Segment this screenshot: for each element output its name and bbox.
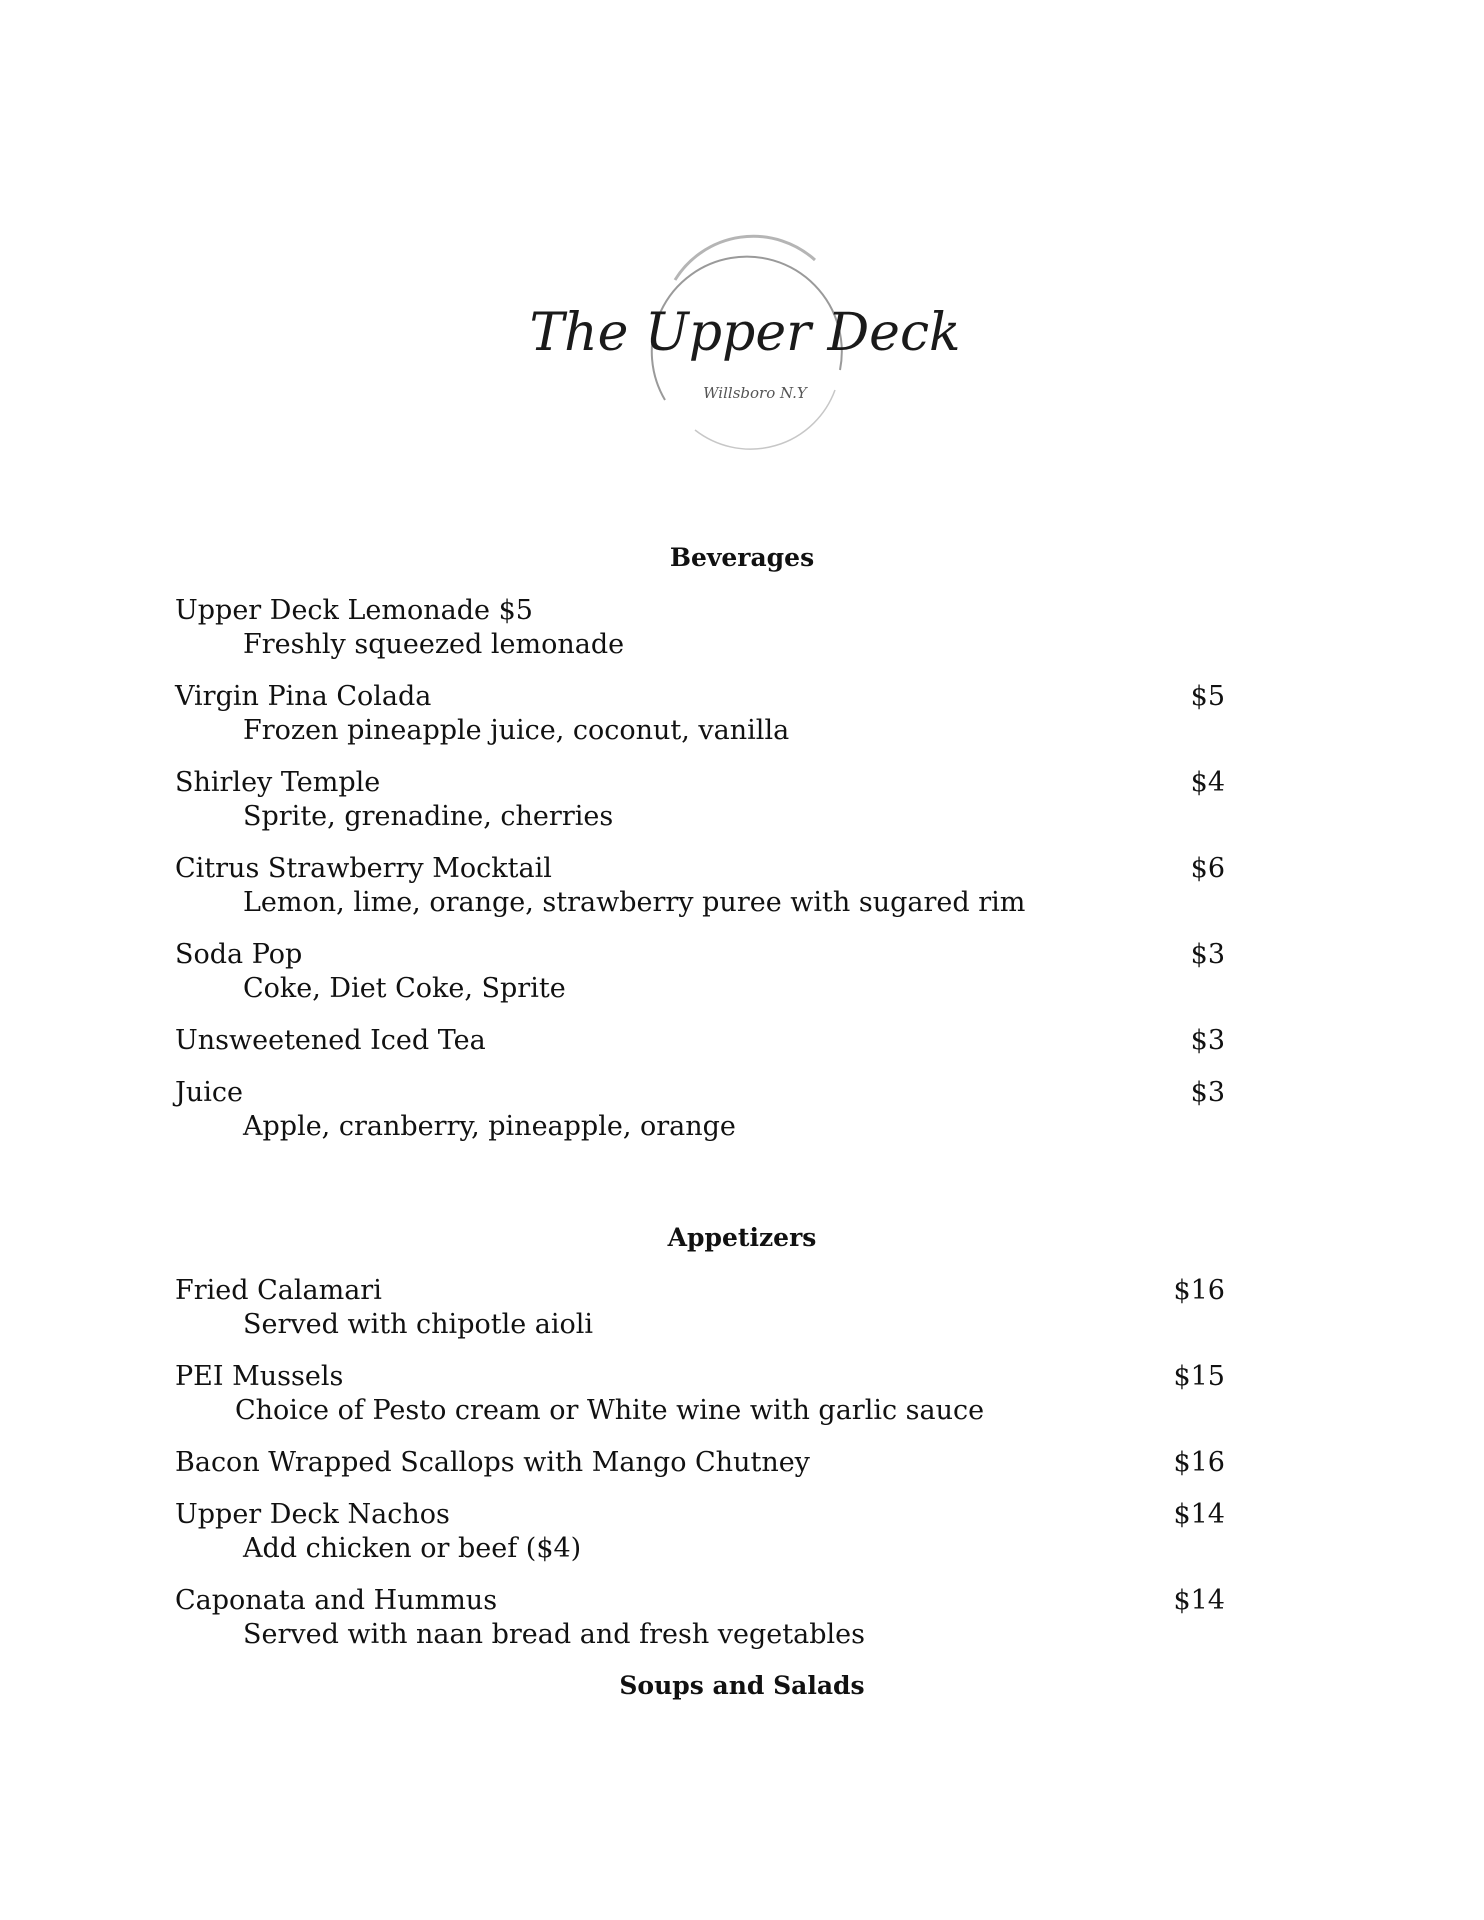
item-description: Frozen pineapple juice, coconut, vanilla — [243, 715, 790, 746]
item-name: Soda Pop — [175, 939, 303, 970]
item-description: Coke, Diet Coke, Sprite — [243, 973, 566, 1004]
item-price: $3 — [1190, 939, 1225, 970]
item-description: Freshly squeezed lemonade — [243, 629, 625, 660]
item-description: Apple, cranberry, pineapple, orange — [243, 1111, 736, 1142]
menu-item — [175, 938, 1225, 1006]
appetizers-menu — [175, 1274, 1225, 1670]
menu-item — [175, 680, 1225, 748]
item-description: Choice of Pesto cream or White wine with garlic sauce — [235, 1395, 985, 1426]
item-name: Shirley Temple — [175, 767, 381, 798]
item-name: PEI Mussels — [175, 1361, 344, 1392]
menu-item — [175, 766, 1225, 834]
menu-item — [175, 1274, 1225, 1342]
item-description: Lemon, lime, orange, strawberry puree with sugared rim — [243, 887, 1026, 918]
item-name: Bacon Wrapped Scallops with Mango Chutney — [175, 1447, 810, 1478]
menu-item — [175, 1584, 1225, 1652]
item-name: Upper Deck Nachos — [175, 1499, 450, 1530]
item-price: $14 — [1173, 1499, 1225, 1530]
menu-item — [175, 1360, 1225, 1428]
item-price: $16 — [1173, 1447, 1225, 1478]
item-description: Served with chipotle aioli — [243, 1309, 594, 1340]
item-price: $14 — [1173, 1585, 1225, 1616]
item-description: Sprite, grenadine, cherries — [243, 801, 614, 832]
menu-item — [175, 1446, 1225, 1480]
item-name: Juice — [175, 1077, 243, 1108]
item-name: Upper Deck Lemonade $5 — [175, 595, 533, 626]
item-name: Citrus Strawberry Mocktail — [175, 853, 552, 884]
beverages-menu — [175, 594, 1225, 1162]
item-name: Fried Calamari — [175, 1275, 382, 1306]
item-name: Unsweetened Iced Tea — [175, 1025, 486, 1056]
menu-item — [175, 852, 1225, 920]
item-price: $5 — [1190, 681, 1225, 712]
item-price: $4 — [1190, 767, 1225, 798]
item-price: $16 — [1173, 1275, 1225, 1306]
restaurant-logo — [529, 220, 961, 450]
item-name: Caponata and Hummus — [175, 1585, 498, 1616]
section-heading-soups-salads: Soups and Salads — [619, 1671, 865, 1700]
menu-item — [175, 1076, 1225, 1144]
item-description: Served with naan bread and fresh vegetables — [243, 1619, 865, 1650]
item-price: $6 — [1190, 853, 1225, 884]
item-price: $3 — [1190, 1025, 1225, 1056]
item-price: $3 — [1190, 1077, 1225, 1108]
menu-item — [175, 1498, 1225, 1566]
logo-graphic — [529, 220, 961, 450]
logo-location: Willsboro N.Y — [703, 384, 807, 402]
item-price: $15 — [1173, 1361, 1225, 1392]
item-name: Virgin Pina Colada — [175, 681, 432, 712]
section-heading-beverages: Beverages — [669, 543, 815, 572]
logo-name: The Upper Deck — [529, 303, 961, 363]
menu-item — [175, 594, 1225, 662]
section-heading-appetizers: Appetizers — [667, 1223, 817, 1252]
menu-item — [175, 1024, 1225, 1058]
item-description: Add chicken or beef ($4) — [243, 1533, 582, 1564]
